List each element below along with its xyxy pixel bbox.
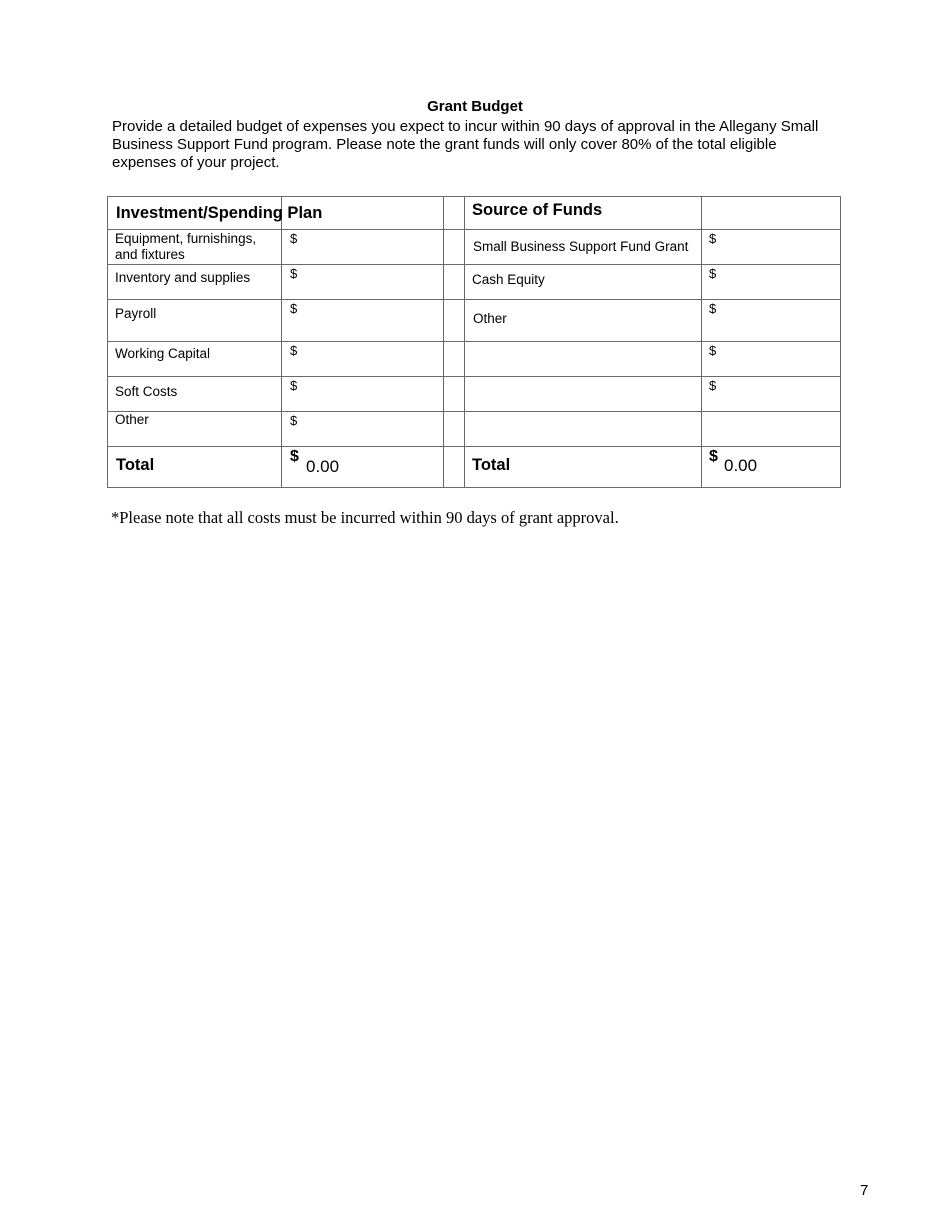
right-row-label: Small Business Support Fund Grant [473,239,689,254]
left-row-currency[interactable]: $ [290,231,298,246]
source-of-funds-header: Source of Funds [472,201,603,219]
column-divider [464,196,465,488]
row-divider [107,446,841,447]
column-divider [281,196,282,488]
row-divider [107,341,841,342]
row-divider [107,376,841,377]
right-row-label: Cash Equity [472,272,545,287]
right-total-label: Total [472,456,511,474]
right-row-currency[interactable]: $ [709,343,717,358]
intro-paragraph: Provide a detailed budget of expenses you expect to incur within 90 days of approval in the Allegany Small Business Support Fund program. Please note the grant funds will only cover 80% of the total eligible expenses of your project. [112,118,819,171]
left-row-currency[interactable]: $ [290,413,298,428]
left-row-label: Working Capital [115,346,211,361]
right-row-currency[interactable]: $ [709,378,717,393]
footnote: *Please note that all costs must be incurred within 90 days of grant approval. [111,508,619,527]
right-row-currency[interactable]: $ [709,231,717,246]
right-total-currency: $ [709,448,718,465]
left-row-label: Equipment, furnishings, and fixtures [115,231,257,262]
right-total-value[interactable]: 0.00 [724,456,758,475]
column-divider [701,196,702,488]
left-row-currency[interactable]: $ [290,266,298,281]
left-row-label: Inventory and supplies [115,270,251,285]
row-divider [107,264,841,265]
left-row-currency[interactable]: $ [290,343,298,358]
left-row-label: Soft Costs [115,384,178,399]
row-divider [107,411,841,412]
left-total-currency: $ [290,448,299,465]
page-number: 7 [860,1182,869,1199]
page-title: Grant Budget [427,98,523,115]
row-divider [107,299,841,300]
investment-plan-header: Investment/Spending Plan [116,204,323,222]
left-row-label: Payroll [115,306,157,321]
left-row-label: Other [115,412,149,427]
row-divider [107,229,841,230]
left-total-label: Total [116,456,155,474]
column-divider [443,196,444,488]
left-row-currency[interactable]: $ [290,378,298,393]
left-total-value[interactable]: 0.00 [306,457,340,476]
left-row-currency[interactable]: $ [290,301,298,316]
budget-table [107,196,841,488]
right-row-currency[interactable]: $ [709,301,717,316]
right-row-currency[interactable]: $ [709,266,717,281]
right-row-label: Other [473,311,507,326]
